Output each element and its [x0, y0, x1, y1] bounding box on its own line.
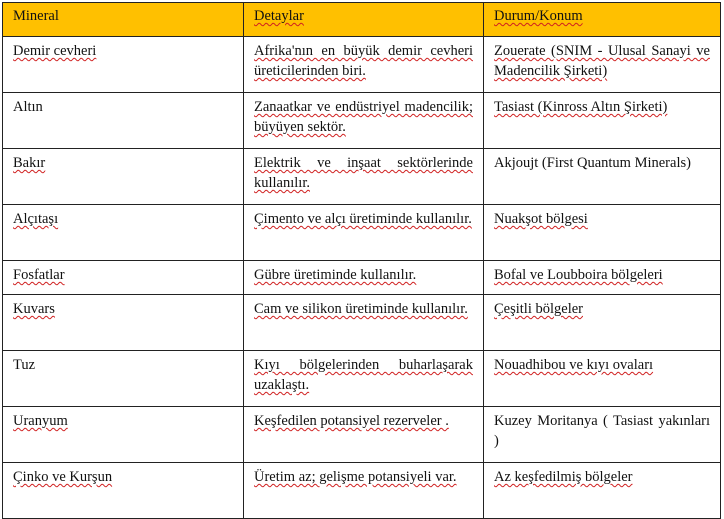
mineral-cell: Tuz — [3, 351, 244, 407]
detail-cell: Gübre üretiminde kullanılır. — [244, 261, 484, 295]
detail-cell: Kıyı bölgelerinden buharlaşarak uzaklaştı. — [244, 351, 484, 407]
mineral-cell: Altın — [3, 93, 244, 149]
detail-cell: Üretim az; gelişme potansiyeli var. — [244, 463, 484, 519]
detail-cell: Keşfedilen potansiyel rezerveler . — [244, 407, 484, 463]
mineral-cell: Kuvars — [3, 295, 244, 351]
status-cell: Bofal ve Loubboira bölgeleri — [484, 261, 721, 295]
table-row — [3, 93, 721, 149]
status-cell: Nuakşot bölgesi — [484, 205, 721, 261]
status-cell: Kuzey Moritanya ( Tasiast yakınları ) — [484, 407, 721, 463]
mineral-cell: Alçıtaşı — [3, 205, 244, 261]
status-cell: Zouerate (SNIM - Ulusal Sanayi ve Madencilik Şirketi) — [484, 37, 721, 93]
mineral-cell: Bakır — [3, 149, 244, 205]
minerals-table — [2, 2, 721, 519]
detail-cell: Cam ve silikon üretiminde kullanılır. — [244, 295, 484, 351]
status-cell: Az keşfedilmiş bölgeler — [484, 463, 721, 519]
status-cell: Çeşitli bölgeler — [484, 295, 721, 351]
table-row — [3, 37, 721, 93]
detail-cell: Afrika'nın en büyük demir cevheri üreticilerinden biri. — [244, 37, 484, 93]
detail-cell: Elektrik ve inşaat sektörlerinde kullanılır. — [244, 149, 484, 205]
mineral-cell: Fosfatlar — [3, 261, 244, 295]
table-row — [3, 351, 721, 407]
header-mineral: Mineral — [3, 3, 244, 37]
table-row — [3, 463, 721, 519]
table-row — [3, 261, 721, 295]
mineral-cell: Çinko ve Kurşun — [3, 463, 244, 519]
header-status-location: Durum/Konum — [484, 3, 721, 37]
table-row — [3, 149, 721, 205]
mineral-cell: Demir cevheri — [3, 37, 244, 93]
detail-cell: Zanaatkar ve endüstriyel madencilik; büyüyen sektör. — [244, 93, 484, 149]
header-row — [3, 3, 721, 37]
header-details: Detaylar — [244, 3, 484, 37]
mineral-cell: Uranyum — [3, 407, 244, 463]
detail-cell: Çimento ve alçı üretiminde kullanılır. — [244, 205, 484, 261]
status-cell: Akjoujt (First Quantum Minerals) — [484, 149, 721, 205]
status-cell: Tasiast (Kinross Altın Şirketi) — [484, 93, 721, 149]
table-row — [3, 295, 721, 351]
table-row — [3, 205, 721, 261]
table-row — [3, 407, 721, 463]
status-cell: Nouadhibou ve kıyı ovaları — [484, 351, 721, 407]
